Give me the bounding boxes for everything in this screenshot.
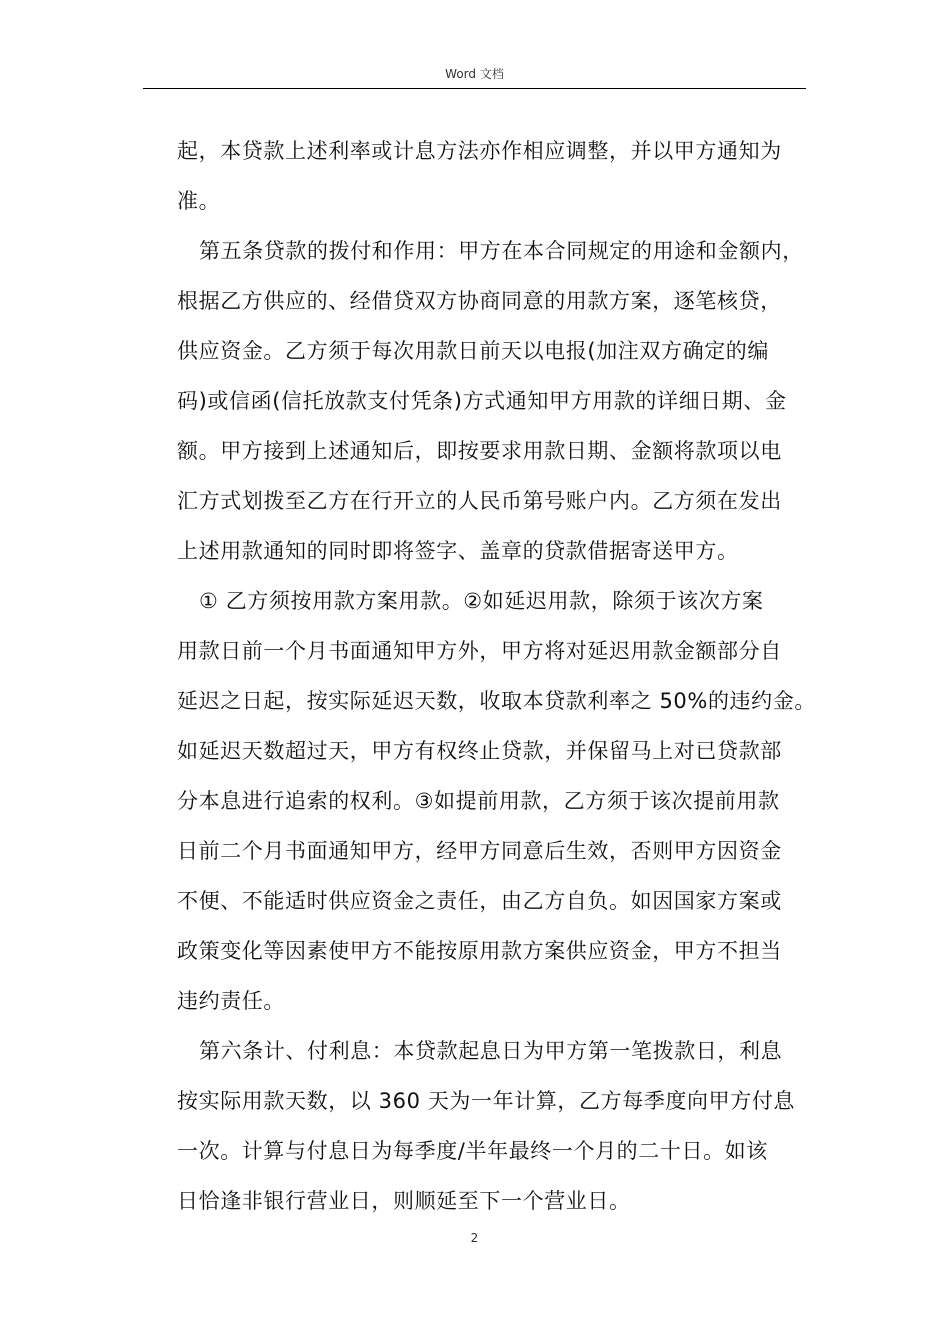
body-line: 一次。计算与付息日为每季度/半年最终一个月的二十日。如该: [177, 1139, 768, 1163]
body-line: 准。: [177, 189, 221, 213]
body-line: 日恰逢非银行营业日，则顺延至下一个营业日。: [177, 1189, 631, 1213]
body-line: 上述用款通知的同时即将签字、盖章的贷款借据寄送甲方。: [177, 539, 739, 563]
document-body: [177, 126, 817, 1226]
body-line: 供应资金。乙方须于每次用款日前天以电报(加注双方确定的编: [177, 339, 769, 363]
body-line: 分本息进行追索的权利。③如提前用款，乙方须于该次提前用款: [177, 789, 780, 813]
body-line: 额。甲方接到上述通知后，即按要求用款日期、金额将款项以电: [177, 439, 782, 463]
body-line: 汇方式划拨至乙方在行开立的人民币第号账户内。乙方须在发出: [177, 489, 782, 513]
page-header: Word 文档: [445, 67, 504, 81]
body-line: 延迟之日起，按实际延迟天数，收取本贷款利率之 50%的违约金。: [177, 689, 816, 713]
body-line: 政策变化等因素使甲方不能按原用款方案供应资金，甲方不担当: [177, 939, 782, 963]
body-line: 日前二个月书面通知甲方，经甲方同意后生效，否则甲方因资金: [177, 839, 782, 863]
body-line: 根据乙方供应的、经借贷双方协商同意的用款方案，逐笔核贷，: [177, 289, 782, 313]
body-line: 码)或信函(信托放款支付凭条)方式通知甲方用款的详细日期、金: [177, 389, 787, 413]
body-line: 按实际用款天数，以 360 天为一年计算，乙方每季度向甲方付息: [177, 1089, 796, 1113]
body-line: 用款日前一个月书面通知甲方外，甲方将对延迟用款金额部分自: [177, 639, 782, 663]
body-line: 第五条贷款的拨付和作用：甲方在本合同规定的用途和金额内，: [199, 239, 804, 263]
body-line: 起，本贷款上述利率或计息方法亦作相应调整，并以甲方通知为: [177, 139, 782, 163]
body-line: 不便、不能适时供应资金之责任，由乙方自负。如因国家方案或: [177, 889, 782, 913]
body-line: 违约责任。: [177, 989, 285, 1013]
body-line: 第六条计、付利息：本贷款起息日为甲方第一笔拨款日，利息: [199, 1039, 783, 1063]
header-divider: [143, 88, 806, 89]
body-line: 如延迟天数超过天，甲方有权终止贷款，并保留马上对已贷款部: [177, 739, 782, 763]
page-number: 2: [470, 1231, 479, 1245]
body-line: ① 乙方须按用款方案用款。②如延迟用款，除须于该次方案: [199, 589, 764, 613]
